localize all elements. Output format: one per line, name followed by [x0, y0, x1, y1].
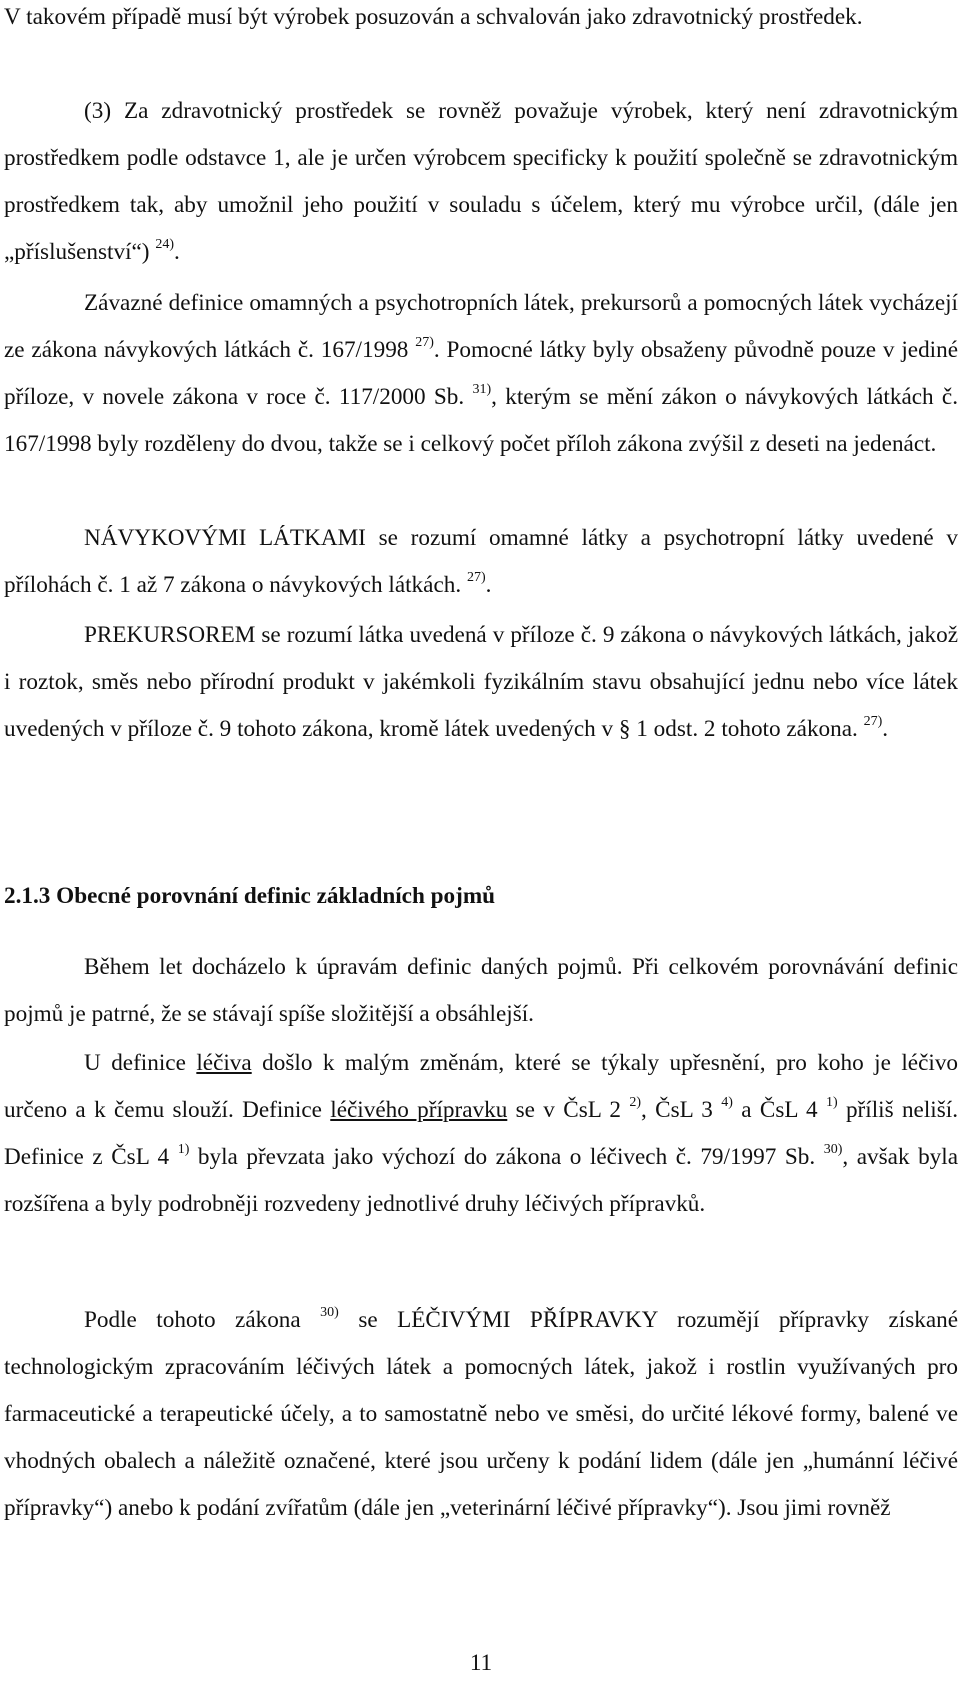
document-page — [4, 0, 958, 1686]
paragraph-text: NÁVYKOVÝMI LÁTKAMI se rozumí omamné látky a psychotropní látky uvedené v přílohách č. 1 až 7 zákona o návykových látkách. — [4, 525, 958, 598]
paragraph-text: U definice — [84, 1050, 197, 1076]
paragraph-end: . — [174, 239, 180, 265]
page-number: 11 — [469, 1650, 493, 1676]
paragraph-text: , kterým se mění zákon o návykových látkách č. 167/1998 byly rozděleny do dvou, takže se i celkový počet příloh zákona zvýšil z deseti na jedenáct. — [4, 384, 959, 457]
paragraph-text: došlo k malým změnám, které se týkaly upřesnění, pro koho je léčivo určeno a k čemu slouží. Definice — [4, 1050, 959, 1123]
underlined-term: léčiva — [196, 1050, 252, 1076]
paragraph-text: , avšak byla rozšířena a byly podrobněji rozvedeny jednotlivé druhy léčivých přípravků. — [4, 1144, 959, 1217]
paragraph-text: , ČsL 3 — [640, 1097, 713, 1123]
paragraph-text: Závazné definice omamných a psychotropních látek, prekursorů a pomocných látek vycházejí ze zákona návykových látkách č. 167/1998 — [4, 290, 958, 363]
footnote-ref: 27) — [466, 570, 486, 585]
underlined-term: léčivého přípravku — [330, 1097, 508, 1123]
paragraph-continuation — [4, 0, 958, 41]
paragraph-precursor — [4, 612, 958, 753]
paragraph-text: . Pomocné látky byly obsaženy původně pouze v jediné příloze, v novele zákona v roce č. 117/2000 Sb. — [4, 337, 958, 410]
paragraph-text: byla převzata jako výchozí do zákona o léčivech č. 79/1997 Sb. — [189, 1144, 816, 1170]
paragraph-text: Během let docházelo k úpravám definic daných pojmů. Při celkovém porovnávání definic pojmů je patrné, že se stávají spíše složitější a obsáhlejší. — [4, 954, 958, 1027]
paragraph-text: PREKURSOREM se rozumí látka uvedená v příloze č. 9 zákona o návykových látkách, jakož i roztok, směs nebo přírodní produkt v jakémkoli fyzikálním stavu obsahující jednu nebo více látek uvedených v příloze č. 9 tohoto zákona, kromě látek uvedených v § 1 odst. 2 tohoto zákona. — [4, 622, 958, 742]
footnote-ref: 2) — [629, 1095, 641, 1110]
paragraph-definitions — [4, 280, 958, 468]
footnote-ref: 1) — [177, 1142, 190, 1157]
footnote-ref: 30) — [320, 1305, 339, 1320]
footnote-ref: 31) — [472, 382, 492, 397]
paragraph-end: . — [882, 716, 889, 742]
footnote-ref: 27) — [415, 335, 434, 350]
section-heading: 2.1.3 Obecné porovnání definic základních pojmů — [4, 883, 496, 909]
footnote-ref: 27) — [863, 714, 883, 729]
paragraph-text: se v ČsL 2 — [507, 1097, 621, 1123]
paragraph-text: příliš neliší. Definice z ČsL 4 — [4, 1097, 958, 1170]
footnote-ref: 4) — [721, 1095, 733, 1110]
paragraph-drug-definition — [4, 1040, 958, 1228]
paragraph-accessories — [4, 88, 958, 276]
paragraph-text: a ČsL 4 — [732, 1097, 818, 1123]
paragraph-medicinal-products — [4, 1297, 958, 1532]
footnote-ref: 30) — [823, 1142, 843, 1157]
paragraph-text: (3) Za zdravotnický prostředek se rovněž považuje výrobek, který není zdravotnickým prostředkem podle odstavce 1, ale je určen výrobcem specificky k použití společně se zdravotnickým prostředkem tak, aby umožnil jeho použití v souladu s účelem, který mu výrobce určil, (dále jen „příslušenství“) — [4, 98, 958, 265]
paragraph-narcotics — [4, 515, 958, 609]
paragraph-text: Podle tohoto zákona — [84, 1307, 301, 1333]
paragraph-text: se LÉČIVÝMI PŘÍPRAVKY rozumějí přípravky získané technologickým zpracováním léčivých látek a pomocných látek, jakož i rostlin využívaných pro farmaceutické a terapeutické účely, a to samostatně nebo ve směsi, do určité lékové formy, balené ve vhodných obalech a náležitě označené, které jsou určeny k podání lidem (dále jen „humánní léčivé přípravky“) anebo k podání zvířatům (dále jen „veterinární léčivé přípravky“). Jsou jimi rovněž — [4, 1307, 959, 1521]
paragraph-comparison — [4, 944, 958, 1038]
paragraph-end: . — [485, 572, 492, 598]
footnote-ref: 24) — [155, 237, 175, 252]
paragraph-text: V takovém případě musí být výrobek posuzován a schvalován jako zdravotnický prostředek. — [4, 4, 863, 30]
footnote-ref: 1) — [825, 1095, 838, 1110]
